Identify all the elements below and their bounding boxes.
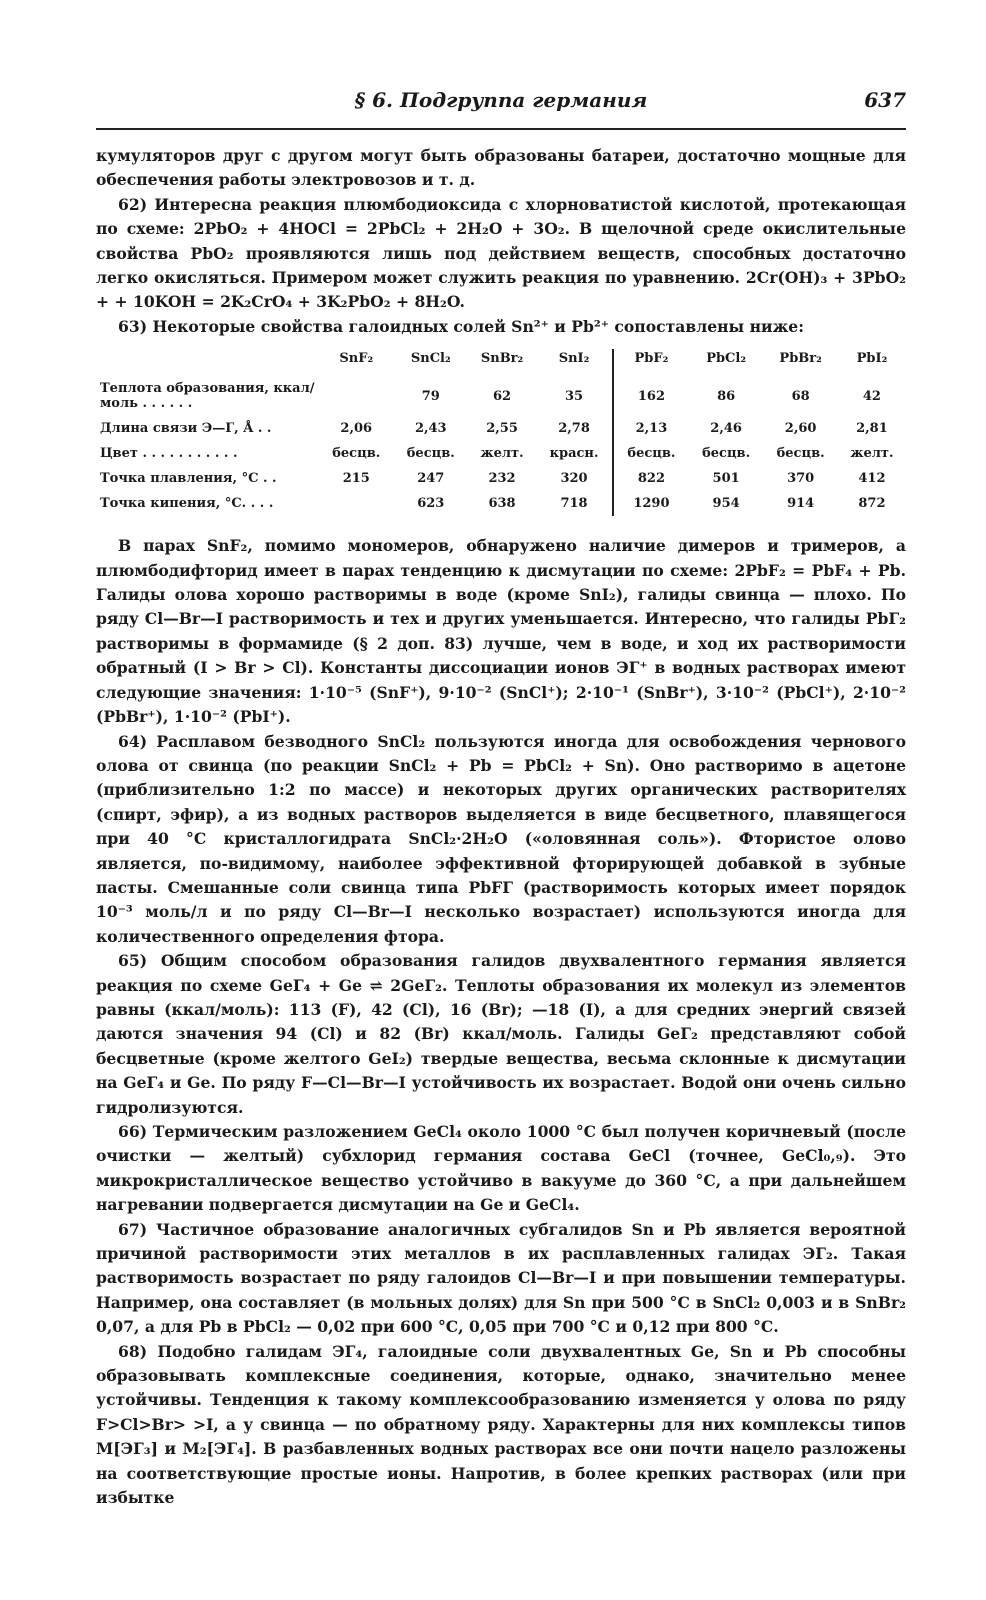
table-cell: 2,78 [558, 421, 590, 437]
table-cell: 718 [560, 496, 588, 512]
table-cell: 2,46 [710, 421, 742, 437]
table-cell: 872 [858, 496, 886, 512]
table-cell: 2,06 [340, 421, 373, 437]
table-cell: красн. [549, 446, 599, 462]
table-cell: бесцв. [613, 441, 689, 466]
page-header [96, 88, 906, 118]
table-cell: 2,55 [486, 421, 518, 437]
row-label: Цвет . . . . . . . . . . . [100, 446, 238, 462]
body-text [96, 144, 906, 1511]
paragraph-continuation: кумуляторов друг с другом могут быть образованы батареи, достаточно мощные для обеспечения работы электровозов и т. д. [96, 146, 906, 190]
table-cell: 2,13 [613, 416, 689, 441]
paragraph-68: 68) Подобно галидам ЭГ₄, галоидные соли двухвалентных Ge, Sn и Pb способны образовывать комплексные соединения, которые, однако, значительно менее устойчивы. Тенденция к такому комплексообразованию изменяется у олова по ряду F>Cl>Br> >I, а у свинца — по обратному ряду. Характерны для них комплексы типов M[ЭГ₃] и M₂[ЭГ₄]. В разбавленных водных растворах все они почти нацело разложены на соответствующие простые ионы. Напротив, в более крепких растворах (или при избытке [96, 1341, 906, 1508]
table-cell: 62 [493, 388, 512, 404]
table-cell: 954 [712, 496, 740, 512]
table-cell: 86 [717, 388, 736, 404]
table-row [96, 441, 906, 466]
table-cell: 42 [862, 388, 881, 404]
table-cell: 79 [421, 388, 440, 404]
table-cell: 320 [560, 471, 588, 487]
column-header: PbI₂ [856, 351, 888, 367]
table-cell: 501 [712, 471, 740, 487]
table-cell: 68 [791, 388, 810, 404]
table-cell: бесцв. [406, 446, 455, 462]
column-header: SnF₂ [339, 351, 374, 367]
table-cell: бесцв. [776, 446, 825, 462]
column-header: SnBr₂ [480, 351, 524, 367]
row-label: Точка плавления, °С . . [100, 471, 277, 487]
table-cell: 2,60 [784, 421, 817, 437]
table-cell: 215 [342, 471, 370, 487]
table-cell: 35 [564, 388, 584, 404]
table-cell: 232 [488, 471, 516, 487]
column-header: SnI₂ [558, 351, 590, 367]
row-label: Точка кипения, °С. . . . [100, 496, 274, 512]
paragraph-62: 62) Интересна реакция плюмбодиоксида с хлорноватистой кислотой, протекающая по схеме: 2PbO₂ + 4HOCl = 2PbCl₂ + 2H₂O + 3O₂. В щелочной среде окислительные свойства PbO₂ проявляются лишь под действием веществ, способных достаточно легко окисляться. Примером может служить реакция по уравнению. 2Cr(OH)₃ + 3PbO₂ + + 10KOH = 2K₂CrO₄ + 3K₂PbO₂ + 8H₂O. [96, 194, 906, 312]
paragraph-vapor-halides: В парах SnF₂, помимо мономеров, обнаружено наличие димеров и тримеров, а плюмбодифторид имеет в парах тенденцию к дисмутации по схеме: 2PbF₂ = PbF₄ + Pb. Галиды олова хорошо растворимы в воде (кроме SnI₂), галиды свинца — плохо. По ряду Cl—Br—I растворимость и тех и других уменьшается. Интересно, что галиды PbГ₂ растворимы в формамиде (§ 2 доп. 83) лучше, чем в воде, и ход их растворимости обратный (I > Br > Cl). Константы диссоциации ионов ЭГ⁺ в водных растворах имеют следующие значения: 1·10⁻⁵ (SnF⁺), 9·10⁻² (SnCl⁺); 2·10⁻¹ (SnBr⁺), 3·10⁻² (PbCl⁺), 2·10⁻² (PbBr⁺), 1·10⁻² (PbI⁺). [96, 536, 906, 727]
header-rule [96, 128, 906, 130]
running-title: § 6. Подгруппа германия [354, 88, 648, 112]
table-cell: 247 [417, 471, 445, 487]
paragraph-64: 64) Расплавом безводного SnCl₂ пользуются иногда для освобождения чернового олова от свинца (по реакции SnCl₂ + Pb = PbCl₂ + Sn). Оно растворимо в ацетоне (приблизительно 1:2 по массе) и некоторых других органических растворителях (спирт, эфир), а из водных растворов выделяется в виде бесцветного, плавящегося при 40 °С кристаллогидрата SnCl₂·2H₂O («оловянная соль»). Фтористое олово является, по-видимому, наиболее эффективной фторирующей добавкой в зубные пасты. Смешанные соли свинца типа PbFГ (растворимость которых имеет порядок 10⁻³ моль/л и по ряду Cl—Br—I несколько возрастает) используются иногда для количественного определения фтора. [96, 731, 906, 946]
table-cell: бесцв. [702, 446, 751, 462]
table-cell: 2,43 [414, 421, 447, 437]
paragraph-66: 66) Термическим разложением GeCl₄ около 1000 °С был получен коричневый (после очистки — желтый) субхлорид германия состава GeCl (точнее, GeCl₀,₉). Это микрокристаллическое вещество устойчиво в вакууме до 360 °С, а при дальнейшем нагревании подвергается дисмутации на Ge и GeCl₄. [96, 1122, 906, 1215]
table-cell: бесцв. [332, 446, 381, 462]
column-header: PbBr₂ [779, 351, 822, 367]
table-cell: 2,81 [856, 421, 888, 437]
page-number: 637 [864, 88, 906, 112]
table-cell: 638 [488, 496, 516, 512]
table-cell: 1290 [613, 491, 689, 516]
paragraph-65: 65) Общим способом образования галидов двухвалентного германия является реакция по схеме GeГ₄ + Ge ⇌ 2GeГ₂. Теплоты образования их молекул из элементов равны (ккал/моль): 113 (F), 42 (Cl), 16 (Br); —18 (I), а для средних энергий связей даются значения 94 (Cl) и 82 (Br) ккал/моль. Галиды GeГ₂ представляют собой бесцветные (кроме желтого GeI₂) твердые вещества, весьма склонные к дисмутации на GeГ₄ и Ge. По ряду F—Cl—Br—I устойчивость их возрастает. Водой они очень сильно гидролизуются. [96, 951, 906, 1117]
column-header: SnCl₂ [410, 351, 451, 367]
column-header: PbCl₂ [706, 351, 747, 367]
table-row [96, 416, 906, 441]
table-cell: 162 [613, 376, 689, 416]
table-row [96, 376, 906, 416]
table-cell [319, 376, 394, 416]
table-cell: 822 [613, 466, 689, 491]
table-cell: 623 [417, 496, 445, 512]
table-row [96, 491, 906, 516]
table-cell: 914 [787, 496, 815, 512]
table-cell [319, 491, 394, 516]
table-header-row [96, 349, 906, 376]
table-row [96, 466, 906, 491]
halide-properties-table [96, 349, 906, 516]
column-header: PbF₂ [613, 349, 689, 376]
row-label: Длина связи Э—Г, Å . . [100, 421, 272, 437]
table-cell: желт. [480, 446, 524, 462]
paragraph-63: 63) Некоторые свойства галоидных солей Sn²⁺ и Pb²⁺ сопоставлены ниже: [118, 316, 804, 336]
paragraph-67: 67) Частичное образование аналогичных субгалидов Sn и Pb является вероятной причиной растворимости этих металлов в их расплавленных галидах ЭГ₂. Такая растворимость возрастает по ряду галоидов Cl—Br—I и при повышении температуры. Например, она составляет (в мольных долях) для Sn при 500 °С в SnCl₂ 0,003 и в SnBr₂ 0,07, а для Pb в PbCl₂ — 0,02 при 600 °С, 0,05 при 700 °С и 0,12 при 800 °С. [96, 1219, 906, 1337]
table-cell: желт. [850, 446, 894, 462]
table-corner [96, 349, 319, 376]
table-cell: 412 [858, 471, 886, 487]
row-label: Теплота образования, ккал/моль . . . . . . [100, 381, 315, 412]
table-cell: 370 [787, 471, 815, 487]
